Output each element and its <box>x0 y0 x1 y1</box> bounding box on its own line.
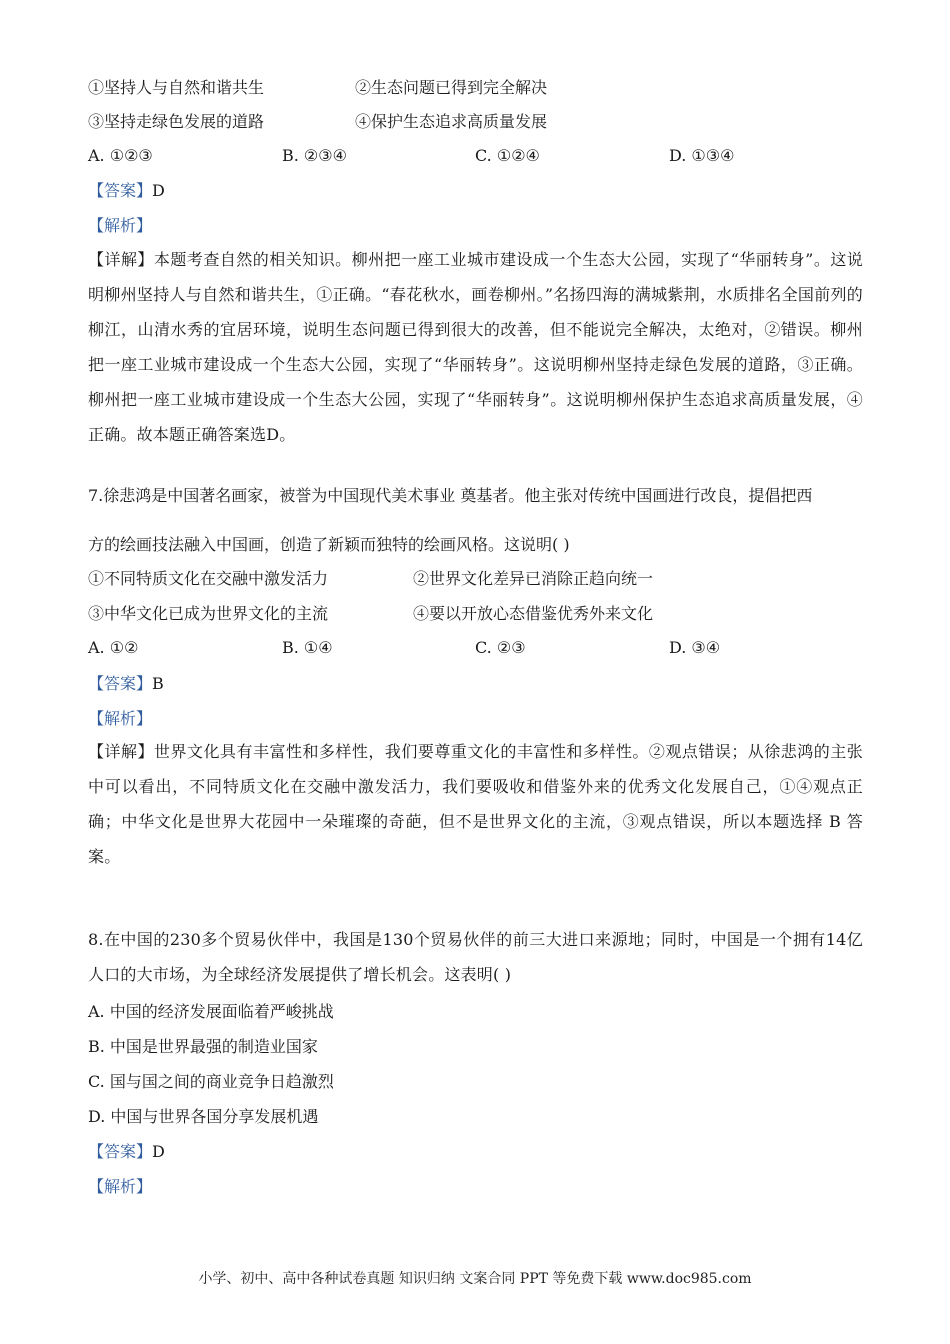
detail-text: 世界文化具有丰富性和多样性，我们要尊重文化的丰富性和多样性。②观点错误；从徐悲鸿的主张中可以看出，不同特质文化在交融中激发活力，我们要吸收和借鉴外来的优秀文化发展自己，①④观点正确；中华文化是世界大花园中一朵璀璨的奇葩，但不是世界文化的主流，③观点错误，所以本题选择 B 答案。 <box>88 742 863 866</box>
q7-stem-line-1: 7.徐悲鸿是中国著名画家，被誉为中国现代美术事业 奠基者。他主张对传统中国画进行改良，提倡把西 <box>88 486 813 505</box>
q8-answer <box>88 1142 165 1162</box>
q7-option-2: ②世界文化差异已消除正趋向统一 <box>413 569 654 588</box>
answer-value: D <box>152 1142 165 1161</box>
q7-stem-line-2: 方的绘画技法融入中国画，创造了新颖而独特的绘画风格。这说明( ) <box>88 535 570 554</box>
q7-choice-a: A. ①② <box>88 638 139 657</box>
detail-tag: 【详解】 <box>88 742 154 761</box>
q8-analysis-tag: 【解析】 <box>88 1177 153 1196</box>
q6-choice-a: A. ①②③ <box>88 146 153 165</box>
answer-value: B <box>152 674 164 693</box>
answer-tag: 【答案】 <box>88 674 153 693</box>
q7-choice-c: C. ②③ <box>475 638 526 657</box>
page-footer: 小学、初中、高中各种试卷真题 知识归纳 文案合同 PPT 等免费下载 www.doc985.com <box>198 1271 752 1287</box>
q6-option-2: ②生态问题已得到完全解决 <box>355 78 548 97</box>
q6-choice-c: C. ①②④ <box>475 146 540 165</box>
detail-tag: 【详解】 <box>88 250 154 269</box>
q8-choice-c: C. 国与国之间的商业竞争日趋激烈 <box>88 1072 334 1091</box>
q6-detail <box>88 242 863 452</box>
q8-choice-b: B. 中国是世界最强的制造业国家 <box>88 1037 318 1056</box>
q6-choice-b: B. ②③④ <box>282 146 347 165</box>
q7-option-4: ④要以开放心态借鉴优秀外来文化 <box>413 604 654 623</box>
q8-choice-d: D. 中国与世界各国分享发展机遇 <box>88 1107 319 1126</box>
answer-tag: 【答案】 <box>88 181 153 200</box>
q7-answer <box>88 674 164 694</box>
q6-analysis-tag: 【解析】 <box>88 216 153 235</box>
q6-option-4: ④保护生态追求高质量发展 <box>355 112 548 131</box>
q7-option-1: ①不同特质文化在交融中激发活力 <box>88 569 329 588</box>
q7-detail <box>88 734 863 874</box>
q8-choice-a: A. 中国的经济发展面临着严峻挑战 <box>88 1002 334 1021</box>
q7-option-3: ③中华文化已成为世界文化的主流 <box>88 604 329 623</box>
q6-option-1: ①坚持人与自然和谐共生 <box>88 78 265 97</box>
detail-text: 本题考查自然的相关知识。柳州把一座工业城市建设成一个生态大公园，实现了“华丽转身”。这说明柳州坚持人与自然和谐共生，①正确。“春花秋水，画卷柳州。”名扬四海的满城紫荆，水质排名全国前列的柳江，山清水秀的宜居环境，说明生态问题已得到很大的改善，但不能说完全解决，太绝对，②错误。柳州把一座工业城市建设成一个生态大公园，实现了“华丽转身”。这说明柳州坚持走绿色发展的道路，③正确。柳州把一座工业城市建设成一个生态大公园，实现了“华丽转身”。这说明柳州保护生态追求高质量发展，④正确。故本题正确答案选D。 <box>88 250 863 444</box>
q6-answer <box>88 181 165 201</box>
q8-stem: 8.在中国的230多个贸易伙伴中，我国是130个贸易伙伴的前三大进口来源地；同时，中国是一个拥有14亿人口的大市场，为全球经济发展提供了增长机会。这表明( ) <box>88 930 863 984</box>
answer-value: D <box>152 181 165 200</box>
q6-option-3: ③坚持走绿色发展的道路 <box>88 112 265 131</box>
answer-tag: 【答案】 <box>88 1142 153 1161</box>
q7-choice-d: D. ③④ <box>669 638 721 657</box>
q6-choice-d: D. ①③④ <box>669 146 735 165</box>
q7-choice-b: B. ①④ <box>282 638 333 657</box>
q7-analysis-tag: 【解析】 <box>88 709 153 728</box>
